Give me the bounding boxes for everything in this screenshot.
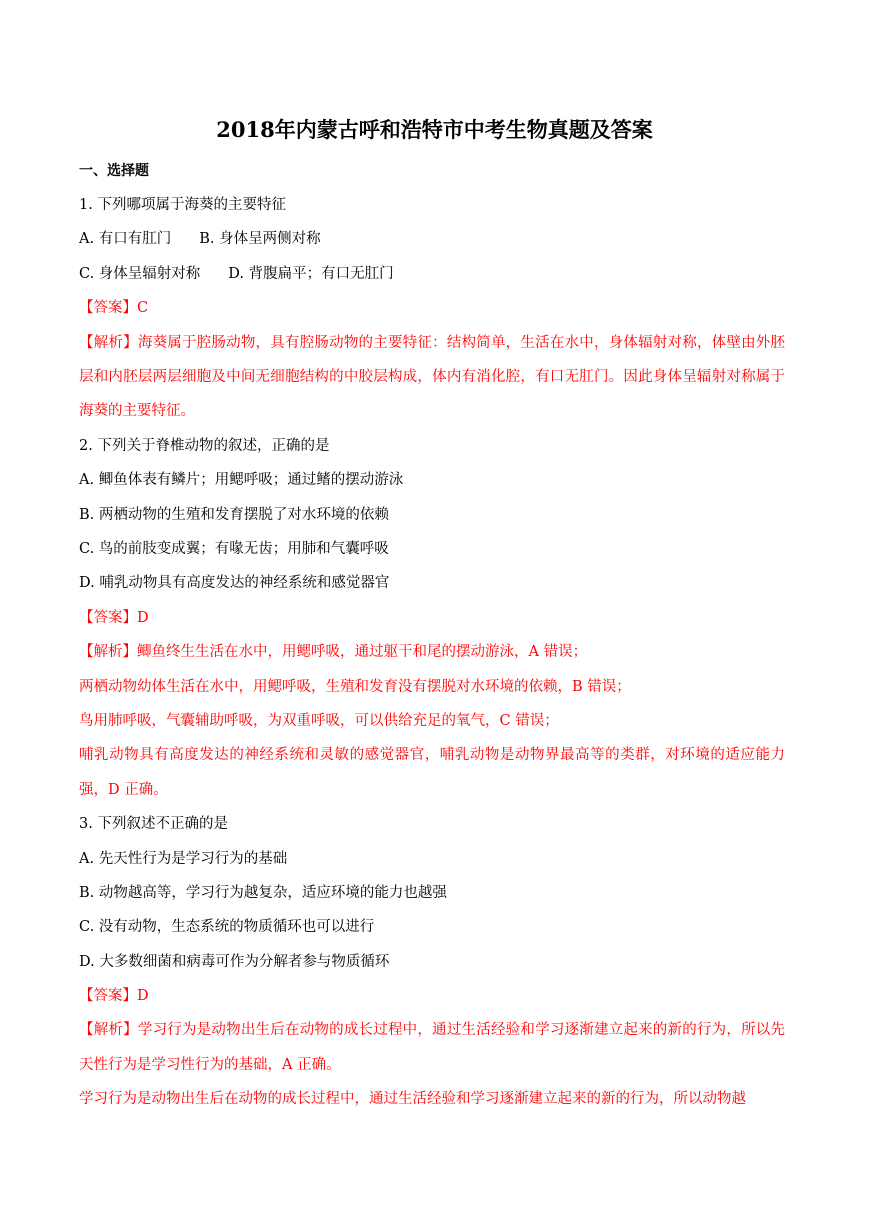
question-1-answer: 【答案】C — [79, 300, 149, 317]
question-1-option-c: C. 身体呈辐射对称 — [79, 265, 201, 282]
question-3-analysis-1 — [79, 1013, 785, 1082]
question-2-analysis-line-2: 两栖动物幼体生活在水中，用鳃呼吸，生殖和发育没有摆脱对水环境的依赖，B 错误； — [79, 678, 631, 695]
document-title: 2018年内蒙古呼和浩特市中考生物真题及答案 — [216, 117, 653, 142]
question-2-analysis-tag: 【解析】 — [79, 644, 137, 661]
question-1-option-a: A. 有口有肛门 — [79, 231, 172, 248]
question-2-option-c: C. 鸟的前肢变成翼；有喙无齿；用肺和气囊呼吸 — [79, 540, 389, 557]
question-1-stem: 1. 下列哪项属于海葵的主要特征 — [79, 197, 286, 213]
question-3-answer: 【答案】D — [79, 988, 149, 1005]
question-3-analysis-tag: 【解析】 — [79, 1022, 138, 1039]
question-1-option-d: D. 背腹扁平；有口无肛门 — [228, 265, 394, 282]
question-2-stem: 2. 下列关于脊椎动物的叙述，正确的是 — [79, 437, 330, 454]
question-3-option-d: D. 大多数细菌和病毒可作为分解者参与物质循环 — [79, 953, 390, 970]
question-3-option-c: C. 没有动物，生态系统的物质循环也可以进行 — [79, 919, 375, 936]
question-3-stem: 3. 下列叙述不正确的是 — [79, 816, 228, 833]
question-2-answer: 【答案】D — [79, 609, 149, 626]
question-2-option-d: D. 哺乳动物具有高度发达的神经系统和感觉器官 — [79, 575, 390, 592]
question-3-option-b: B. 动物越高等，学习行为越复杂，适应环境的能力也越强 — [79, 884, 447, 901]
question-2-analysis-line-3: 鸟用肺呼吸，气囊辅助呼吸，为双重呼吸，可以供给充足的氧气，C 错误； — [79, 712, 559, 729]
question-1-options-cd — [79, 257, 785, 291]
section-heading: 一、选择题 — [79, 163, 149, 179]
question-2-option-b: B. 两栖动物的生殖和发育摆脱了对水环境的依赖 — [79, 506, 389, 523]
question-3-analysis-2: 学习行为是动物出生后在动物的成长过程中，通过生活经验和学习逐渐建立起来的新的行为，所以动物越 — [79, 1091, 746, 1108]
question-2-analysis-line-4: 哺乳动物具有高度发达的神经系统和灵敏的感觉器官，哺乳动物是动物界最高等的类群，对环境的适应能力强，D 正确。 — [79, 747, 785, 798]
question-2-analysis-line-1 — [79, 635, 785, 669]
question-1-analysis-tag: 【解析】 — [79, 334, 138, 351]
question-2-analysis-text-1: 鲫鱼终生生活在水中，用鳃呼吸，通过躯干和尾的摆动游泳，A 错误； — [137, 644, 588, 661]
question-3-option-a: A. 先天性行为是学习行为的基础 — [79, 850, 288, 867]
question-2-option-a: A. 鲫鱼体表有鳞片；用鳃呼吸；通过鳍的摆动游泳 — [79, 472, 404, 489]
question-3-analysis-text-1: 学习行为是动物出生后在动物的成长过程中，通过生活经验和学习逐渐建立起来的新的行为，所以先天性行为是学习性行为的基础，A 正确。 — [79, 1022, 786, 1073]
question-1-options-ab — [79, 222, 785, 256]
question-1-option-b: B. 身体呈两侧对称 — [199, 231, 321, 248]
document-body — [79, 188, 785, 1117]
question-1-analysis — [79, 326, 785, 429]
question-1-analysis-text: 海葵属于腔肠动物，具有腔肠动物的主要特征：结构简单，生活在水中，身体辐射对称，体壁由外胚层和内胚层两层细胞及中间无细胞结构的中胶层构成，体内有消化腔，有口无肛门。因此身体呈辐射对称属于海葵的主要特征。 — [79, 334, 786, 420]
